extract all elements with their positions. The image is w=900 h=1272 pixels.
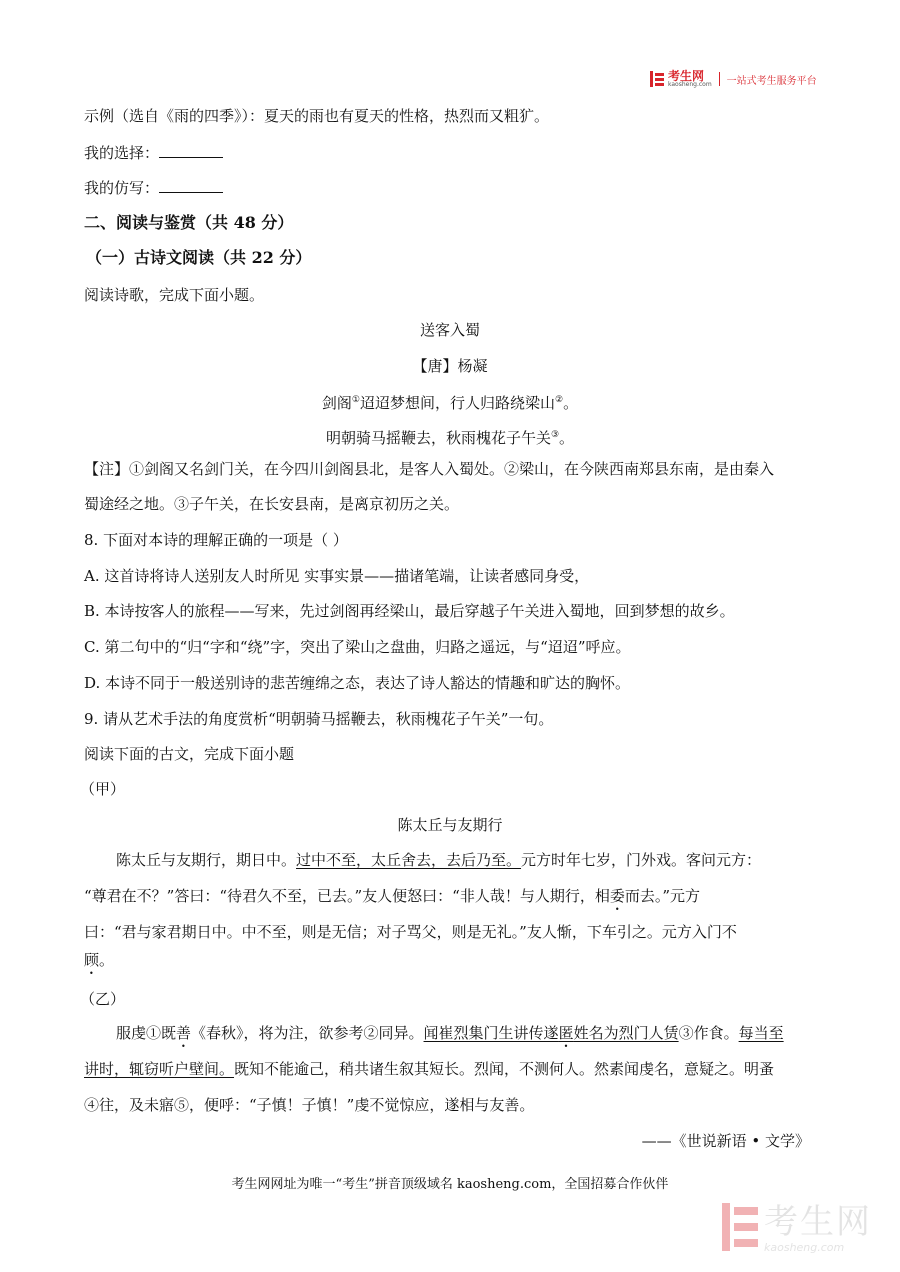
classical-instruction: 阅读下面的古文，完成下面小题 — [84, 745, 295, 763]
kaosheng-watermark-icon — [722, 1203, 758, 1251]
question-8-option-d[interactable]: D. 本诗不同于一般送别诗的悲苦缠绵之态，表达了诗人豁达的情趣和旷达的胸怀。 — [84, 674, 631, 692]
watermark-domain: kaosheng.com — [764, 1241, 845, 1254]
footer-text: 考生网网址为唯一“考生”拼音顶级域名 kaosheng.com，全国招募合作伙伴 — [231, 1177, 669, 1192]
passage-a-text: 而去。”元方 — [624, 887, 701, 905]
passage-a-line-2 — [84, 886, 700, 914]
logo-slogan: 一站式考生服务平台 — [726, 75, 817, 87]
poem-line-2 — [0, 425, 900, 448]
poem-line-2-b: 。 — [559, 429, 575, 447]
question-8: 8. 下面对本诗的理解正确的一项是（ ） — [84, 531, 348, 549]
dotted-word: 匿 — [558, 1024, 574, 1042]
note-ref-3: ③ — [550, 430, 560, 440]
watermark — [722, 1203, 872, 1254]
header-logo — [650, 70, 817, 88]
subsection-title: （一）古诗文阅读（共 22 分） — [86, 248, 312, 267]
question-9: 9. 请从艺术手法的角度赏析“明朝骑马摇鞭去，秋雨槐花子午关”一句。 — [84, 710, 554, 728]
question-8-option-a[interactable]: A. 这首诗将诗人送别友人时所见 实事实景——描诸笔端，让读者感同身受， — [84, 567, 590, 585]
my-choice-label: 我的选择： — [84, 144, 160, 162]
passage-b-label: （乙） — [80, 990, 126, 1008]
passage-b-line-3: ④往，及未寤⑤，便呼：“子慎！子慎！”虔不觉惊应，遂相与友善。 — [84, 1096, 535, 1114]
passage-a-text: 陈太丘与友期行，期日中。 — [116, 851, 297, 869]
passage-a-line-4 — [84, 950, 114, 978]
passage-a-label: （甲） — [80, 780, 126, 798]
passage-a-line-3: 曰：“君与家君期日中。中不至，则是无信；对子骂父，则是无礼。”友人惭，下车引之。元方入门不 — [84, 923, 737, 941]
poem-title: 送客入蜀 — [419, 321, 480, 339]
poem-instruction: 阅读诗歌，完成下面小题。 — [84, 286, 265, 304]
dotted-word: 顾 — [84, 951, 100, 969]
note-ref-2: ② — [555, 395, 564, 405]
section-title: 二、阅读与鉴赏（共 48 分） — [84, 213, 294, 232]
my-choice-blank[interactable] — [159, 143, 223, 158]
kaosheng-logo-icon — [650, 71, 664, 87]
passage-b-line-2 — [84, 1059, 774, 1079]
passage-a-line-1 — [116, 850, 761, 870]
watermark-name: 考生网 — [764, 1202, 872, 1242]
poem-note-line-2: 蜀途经之地。③子午关，在长安县南，是离京初历之关。 — [84, 495, 460, 513]
dotted-word: 善 — [176, 1024, 192, 1042]
passage-b-underlined: 讲时，辄窃听户壁间。 — [84, 1060, 235, 1078]
example-sentence: 示例（选自《雨的四季》）：夏天的雨也有夏天的性格，热烈而又粗犷。 — [84, 107, 550, 125]
my-imitation-label: 我的仿写： — [84, 179, 160, 197]
passage-b-text: ③作食。 — [678, 1024, 739, 1042]
passage-b-text: 既知不能逾己，稍共诸生叙其短长。烈闻，不测何人。然素闻虔名，意疑之。明蚤 — [234, 1060, 775, 1078]
passage-b-underlined: 每当至 — [738, 1024, 784, 1042]
poem-line-1-a: 剑阁 — [321, 394, 352, 412]
question-8-option-c[interactable]: C. 第二句中的“归“字和“绕”字，突出了梁山之盘曲，归路之遥远，与“迢迢”呼应。 — [84, 638, 631, 656]
poem-line-1-c: 。 — [563, 394, 579, 412]
dotted-word: 委 — [609, 887, 625, 905]
poem-note-line-1: 【注】①剑阁又名剑门关，在今四川剑阁县北，是客人入蜀处。②梁山，在今陕西南郑县东南，是由秦入 — [84, 460, 775, 478]
passage-b-underlined: 姓名为烈门人赁 — [573, 1024, 679, 1042]
passage-a-text: 。 — [99, 951, 115, 969]
note-ref-1: ① — [351, 395, 360, 405]
passage-a-underlined: 过中不至，太丘舍去，去后乃至。 — [296, 851, 522, 869]
passage-b-text: 服虔①既 — [116, 1024, 177, 1042]
logo-divider — [719, 72, 720, 86]
question-8-option-b[interactable]: B. 本诗按客人的旅程——写来，先过剑阁再经梁山，最后穿越子午关进入蜀地，回到梦想的故乡。 — [84, 602, 735, 620]
poem-line-2-a: 明朝骑马摇鞭去，秋雨槐花子午关 — [325, 429, 551, 447]
poem-author: 【唐】杨凝 — [412, 357, 488, 375]
my-imitation-line — [84, 178, 223, 198]
my-choice-line — [84, 143, 223, 163]
logo-domain: kaosheng.com — [668, 81, 712, 88]
my-imitation-blank[interactable] — [159, 178, 223, 193]
passage-b-underlined: 闻崔烈集门生讲传遂 — [423, 1024, 559, 1042]
logo-name: 考生网 — [668, 69, 705, 83]
passage-b-source: ——《世说新语 • 文学》 — [641, 1132, 810, 1150]
poem-line-1-b: 迢迢梦想间，行人归路绕梁山 — [359, 394, 555, 412]
passage-b-text: 《春秋》，将为注，欲参考②同异。 — [191, 1024, 424, 1042]
passage-a-text: 元方时年七岁，门外戏。客问元方： — [521, 851, 762, 869]
passage-a-text: “尊君在不？”答曰：“待君久不至，已去。”友人便怒曰：“非人哉！与人期行，相 — [84, 887, 610, 905]
passage-a-title: 陈太丘与友期行 — [397, 816, 503, 834]
passage-b-line-1 — [116, 1023, 784, 1051]
poem-line-1 — [0, 390, 900, 413]
